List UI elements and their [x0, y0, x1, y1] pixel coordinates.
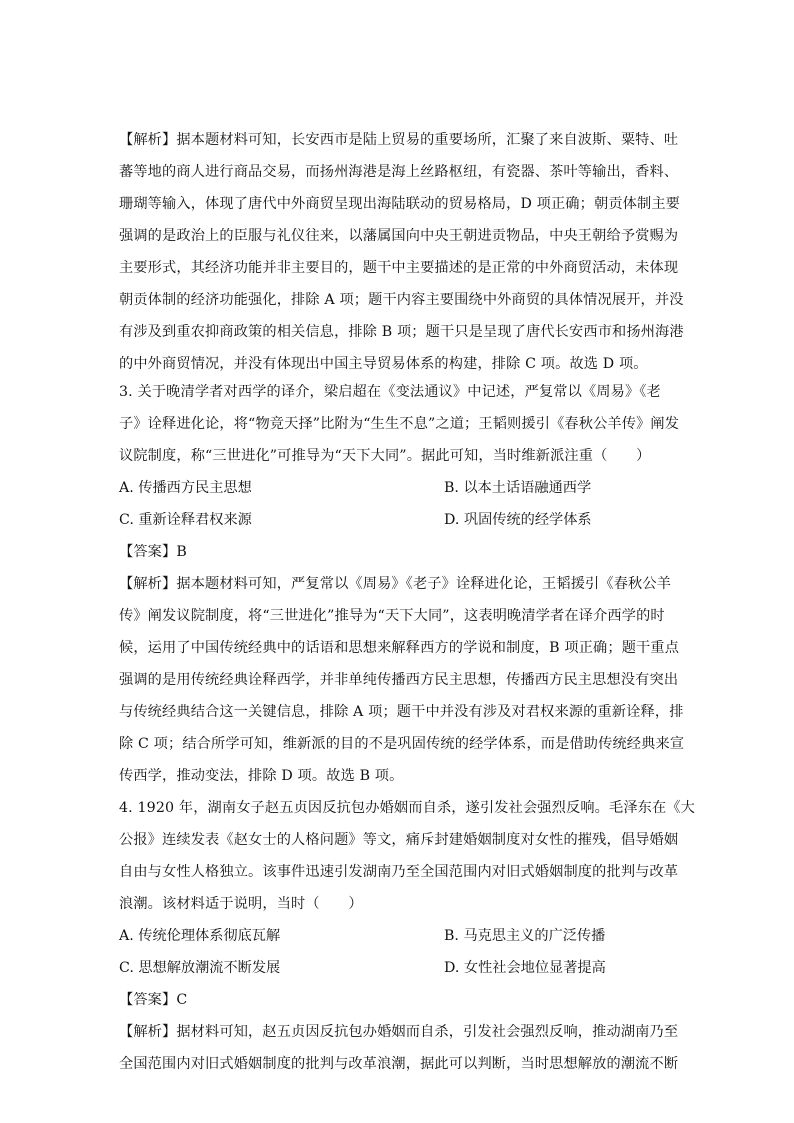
q4-analysis-line: 【解析】据材料可知，赵五贞因反抗包办婚姻而自杀，引发社会强烈反响，推动湖南乃至 — [119, 1024, 679, 1040]
q3-answer: 【答案】B — [119, 544, 187, 560]
q2-analysis-line: 主要形式，其经济功能并非主要目的，题干中主要描述的是正常的中外商贸活动，未体现 — [119, 260, 679, 276]
q4-stem-line: 自由与女性人格独立。该事件迅速引发湖南乃至全国范围内对旧式婚姻制度的批判与改革 — [119, 864, 679, 880]
q3-analysis-line: 候，运用了中国传统经典中的话语和思想来解释西方的学说和制度，B 项正确；题干重点 — [119, 640, 680, 656]
q3-analysis-line: 传》阐发议院制度，将“三世进化”推导为“天下大同”，这表明晚清学者在译介西学的时 — [119, 608, 665, 624]
q2-analysis-line: 朝贡体制的经济功能强化，排除 A 项；题干内容主要围绕中外商贸的具体情况展开，并没 — [119, 292, 684, 308]
q2-analysis-line: 强调的是政治上的臣服与礼仪往来，以藩属国向中央王朝进贡物品，中央王朝给予赏赐为 — [119, 228, 679, 244]
q3-option-d: D. 巩固传统的经学体系 — [444, 512, 592, 528]
q3-analysis-line: 【解析】据本题材料可知，严复常以《周易》《老子》诠释进化论，王韬援引《春秋公羊 — [119, 576, 672, 592]
q4-option-c: C. 思想解放潮流不断发展 — [119, 960, 281, 976]
q3-analysis-line: 传西学，推动变法，排除 D 项。故选 B 项。 — [119, 768, 404, 784]
q4-stem-line: 浪潮。该材料适于说明，当时（ ） — [119, 896, 363, 912]
q2-analysis-line: 【解析】据本题材料可知，长安西市是陆上贸易的重要场所，汇聚了来自波斯、粟特、吐 — [119, 132, 679, 148]
q3-stem-line: 子》诠释进化论，将“物竞天择”比附为“生生不息”之道；王韬则援引《春秋公羊传》阐发 — [119, 416, 680, 432]
q2-analysis-line: 珊瑚等输入，体现了唐代中外商贸呈现出海陆联动的贸易格局，D 项正确；朝贡体制主要 — [119, 196, 681, 212]
q4-analysis-line: 全国范围内对旧式婚姻制度的批判与改革浪潮，据此可以判断，当时思想解放的潮流不断 — [119, 1056, 679, 1072]
q4-answer: 【答案】C — [119, 992, 188, 1008]
q3-analysis-line: 与传统经典结合这一关键信息，排除 A 项；题干中并没有涉及对君权来源的重新诠释，排 — [119, 704, 684, 720]
q3-stem-line: 议院制度，称“三世进化”可推导为“天下大同”。据此可知，当时维新派注重（ ） — [119, 448, 651, 464]
q3-analysis-line: 除 C 项；结合所学可知，维新派的目的不是巩固传统的经学体系，而是借助传统经典来宣 — [119, 736, 685, 752]
q3-stem-line: 3. 关于晚清学者对西学的译介，梁启超在《变法通议》中记述，严复常以《周易》《老 — [119, 384, 661, 400]
q3-analysis-line: 强调的是用传统经典诠释西学，并非单纯传播西方民主思想，传播西方民主思想没有突出 — [119, 672, 679, 688]
q4-option-d: D. 女性社会地位显著提高 — [444, 960, 606, 976]
q4-stem-line: 4. 1920 年，湖南女子赵五贞因反抗包办婚姻而自杀，遂引发社会强烈反响。毛泽东在《大 — [119, 800, 696, 816]
q2-analysis-line: 蕃等地的商人进行商品交易，而扬州海港是海上丝路枢纽，有瓷器、茶叶等输出，香料、 — [119, 164, 679, 180]
q4-option-a: A. 传统伦理体系彻底瓦解 — [119, 928, 281, 944]
q2-analysis-line: 的中外商贸情况，并没有体现出中国主导贸易体系的构建，排除 C 项。故选 D 项。 — [119, 356, 648, 372]
q3-option-a: A. 传播西方民主思想 — [119, 480, 252, 496]
q2-analysis-line: 有涉及到重农抑商政策的相关信息，排除 B 项；题干只是呈现了唐代长安西市和扬州海港 — [119, 324, 684, 340]
q4-option-b: B. 马克思主义的广泛传播 — [444, 928, 606, 944]
q3-option-c: C. 重新诠释君权来源 — [119, 512, 252, 528]
q3-option-b: B. 以本土话语融通西学 — [444, 480, 592, 496]
q4-stem-line: 公报》连续发表《赵女士的人格问题》等文，痛斥封建婚姻制度对女性的摧残，倡导婚姻 — [119, 832, 679, 848]
